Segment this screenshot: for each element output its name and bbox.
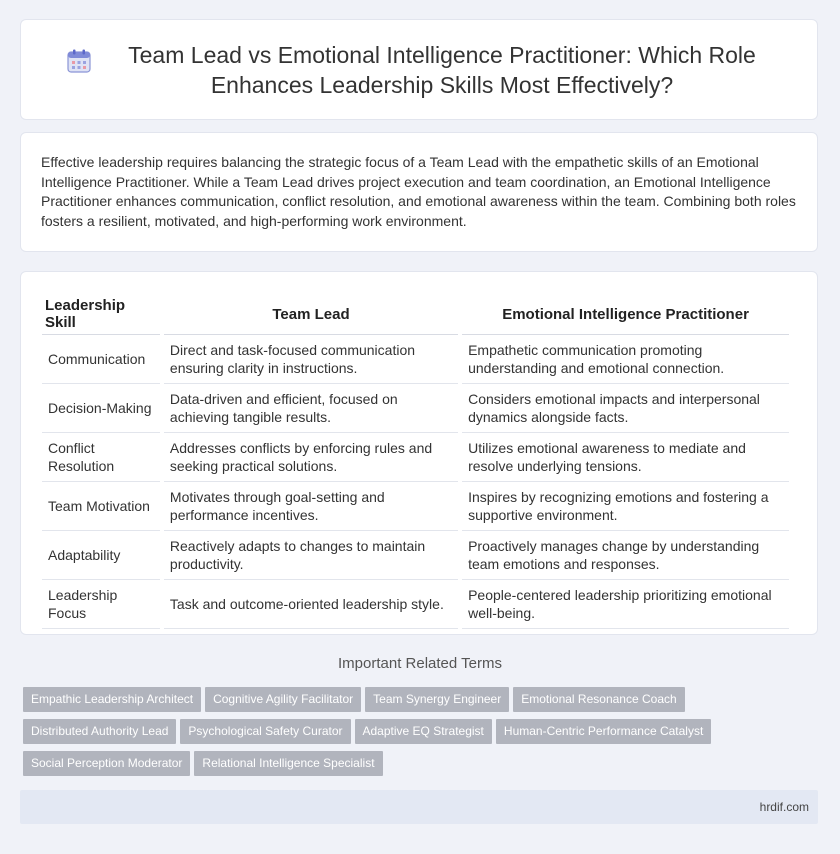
table-row <box>42 482 789 531</box>
table-row <box>42 384 789 433</box>
skill-cell: Conflict Resolution <box>42 433 160 482</box>
column-header-team-lead: Team Lead <box>164 292 458 335</box>
footer-site-link[interactable]: hrdif.com <box>759 800 809 814</box>
related-term-tag[interactable]: Team Synergy Engineer <box>365 687 509 712</box>
comparison-card <box>20 271 818 635</box>
intro-paragraph: Effective leadership requires balancing the strategic focus of a Team Lead with the empathetic skills of an Emotional Intelligence Practitioner. While a Team Lead drives project execution and team coordination, an Emotional Intelligence Practitioner enhances communication, conflict resolution, and emotional awareness within the team. Combining both roles fosters a resilient, motivated, and high-performing work environment. <box>41 154 796 229</box>
table-row <box>42 580 789 629</box>
related-term-tag[interactable]: Emotional Resonance Coach <box>513 687 684 712</box>
team-lead-cell: Task and outcome-oriented leadership style. <box>164 580 458 629</box>
skill-cell: Communication <box>42 335 160 384</box>
related-term-tag[interactable]: Psychological Safety Curator <box>180 719 350 744</box>
ei-practitioner-cell: Empathetic communication promoting understanding and emotional connection. <box>462 335 789 384</box>
page-title: Team Lead vs Emotional Intelligence Practitioner: Which Role Enhances Leadership Skills Most Effectively? <box>128 41 756 98</box>
ei-practitioner-cell: Utilizes emotional awareness to mediate and resolve underlying tensions. <box>462 433 789 482</box>
calendar-icon <box>66 48 92 74</box>
team-lead-cell: Motivates through goal-setting and performance incentives. <box>164 482 458 531</box>
ei-practitioner-cell: Inspires by recognizing emotions and fostering a supportive environment. <box>462 482 789 531</box>
skill-cell: Decision-Making <box>42 384 160 433</box>
team-lead-cell: Direct and task-focused communication ensuring clarity in instructions. <box>164 335 458 384</box>
ei-practitioner-cell: People-centered leadership prioritizing emotional well-being. <box>462 580 789 629</box>
related-term-tag[interactable]: Human-Centric Performance Catalyst <box>496 719 711 744</box>
ei-practitioner-cell: Proactively manages change by understanding team emotions and responses. <box>462 531 789 580</box>
related-term-tag[interactable]: Relational Intelligence Specialist <box>194 751 382 776</box>
related-term-tag[interactable]: Social Perception Moderator <box>23 751 190 776</box>
team-lead-cell: Addresses conflicts by enforcing rules and seeking practical solutions. <box>164 433 458 482</box>
table-header-row <box>42 292 789 335</box>
related-term-tag[interactable]: Distributed Authority Lead <box>23 719 176 744</box>
column-header-ei-practitioner: Emotional Intelligence Practitioner <box>462 292 789 335</box>
related-term-tag[interactable]: Empathic Leadership Architect <box>23 687 201 712</box>
related-term-tag[interactable]: Adaptive EQ Strategist <box>355 719 492 744</box>
skill-cell: Team Motivation <box>42 482 160 531</box>
table-row <box>42 335 789 384</box>
comparison-table <box>38 292 793 629</box>
skill-cell: Leadership Focus <box>42 580 160 629</box>
team-lead-cell: Reactively adapts to changes to maintain productivity. <box>164 531 458 580</box>
related-terms-heading: Important Related Terms <box>338 655 502 672</box>
table-row <box>42 531 789 580</box>
table-row <box>42 433 789 482</box>
intro-card <box>20 132 818 252</box>
related-terms-tags <box>23 687 823 783</box>
header-card <box>20 19 818 120</box>
team-lead-cell: Data-driven and efficient, focused on achieving tangible results. <box>164 384 458 433</box>
skill-cell: Adaptability <box>42 531 160 580</box>
related-term-tag[interactable]: Cognitive Agility Facilitator <box>205 687 361 712</box>
footer-bar <box>20 790 818 824</box>
ei-practitioner-cell: Considers emotional impacts and interpersonal dynamics alongside facts. <box>462 384 789 433</box>
column-header-skill: Leadership Skill <box>42 292 160 335</box>
